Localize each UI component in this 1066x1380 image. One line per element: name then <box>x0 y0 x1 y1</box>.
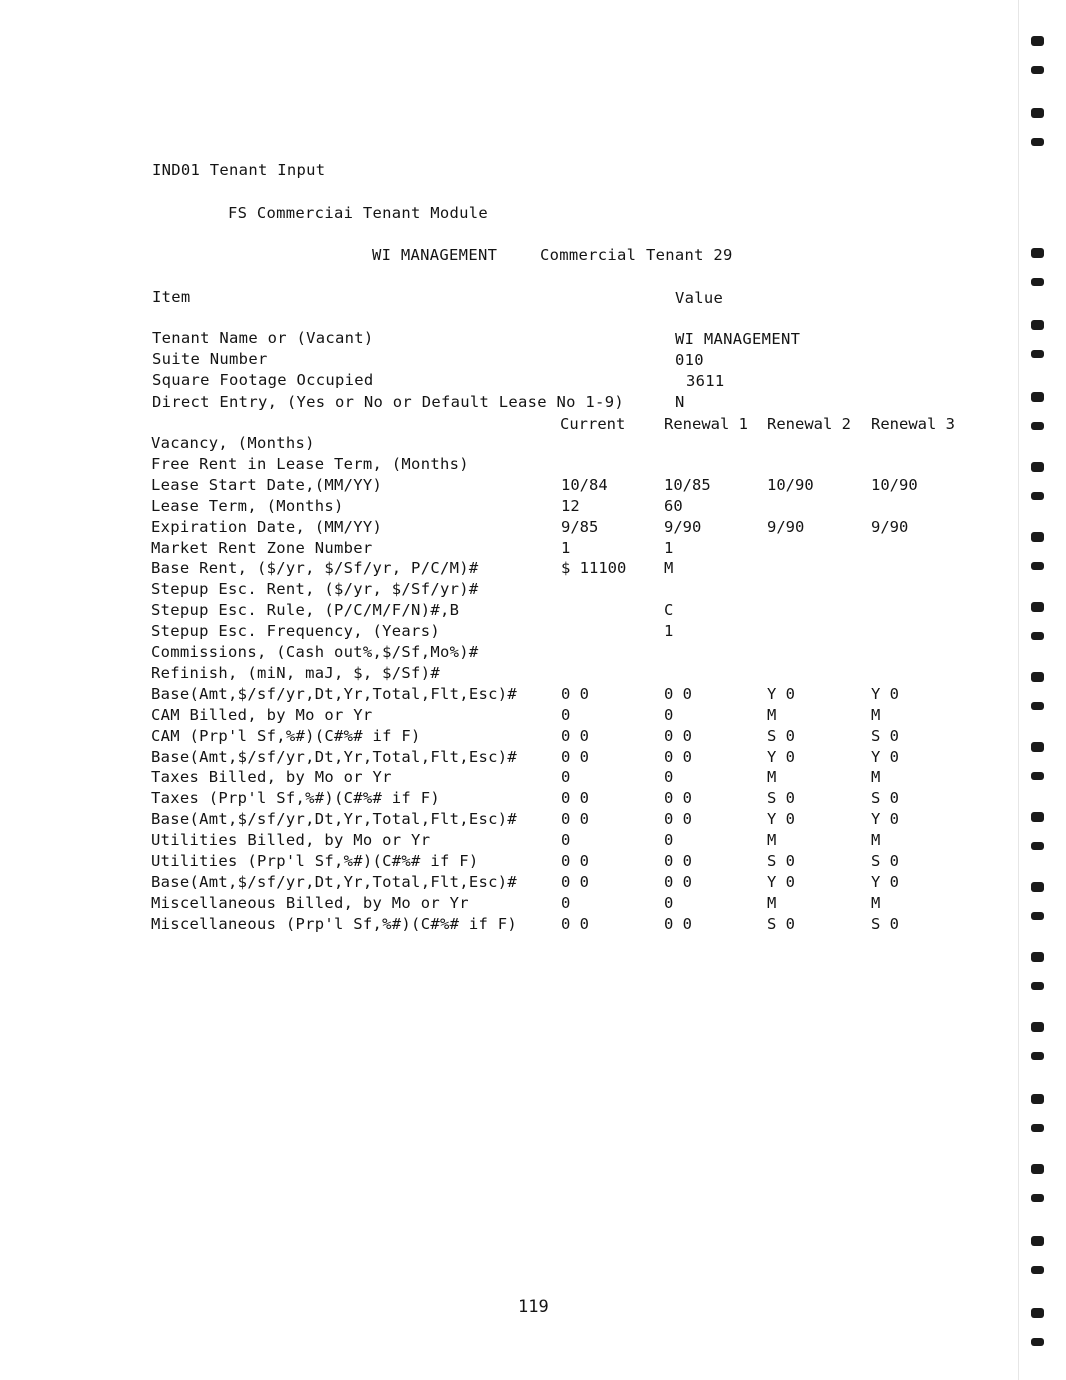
row-label: Lease Start Date,(MM/YY) <box>151 476 383 494</box>
renewal-2-value: Y 0 <box>767 748 795 766</box>
term-header-current: Current <box>560 415 626 433</box>
renewal-1-value: 0 <box>664 706 674 724</box>
punch-hole-mark <box>1031 1094 1044 1104</box>
renewal-1-value: 0 0 <box>664 748 692 766</box>
punch-hole-mark <box>1031 108 1044 118</box>
renewal-1-value: 0 0 <box>664 685 692 703</box>
renewal-2-value: S 0 <box>767 852 795 870</box>
punch-hole-mark <box>1031 702 1044 710</box>
renewal-3-value: 9/90 <box>871 518 909 536</box>
renewal-1-value: M <box>664 559 674 577</box>
row-label: CAM Billed, by Mo or Yr <box>151 706 373 724</box>
row-label: Utilities Billed, by Mo or Yr <box>151 831 431 849</box>
current-value: 0 <box>561 831 571 849</box>
renewal-3-value: Y 0 <box>871 873 899 891</box>
punch-hole-mark <box>1031 1194 1044 1202</box>
punch-hole-mark <box>1031 1308 1044 1318</box>
renewal-1-value: 0 <box>664 894 674 912</box>
punch-hole-mark <box>1031 1124 1044 1132</box>
punch-hole-mark <box>1031 912 1044 920</box>
tenant-info-value: 010 <box>675 351 704 369</box>
row-label: Base(Amt,$/sf/yr,Dt,Yr,Total,Flt,Esc)# <box>151 685 518 703</box>
current-value: 0 0 <box>561 727 589 745</box>
current-value: 12 <box>561 497 580 515</box>
row-label: Expiration Date, (MM/YY) <box>151 518 383 536</box>
renewal-2-value: 10/90 <box>767 476 814 494</box>
punch-hole-mark <box>1031 278 1044 286</box>
renewal-2-value: Y 0 <box>767 685 795 703</box>
renewal-1-value: 0 <box>664 768 674 786</box>
renewal-1-value: 1 <box>664 622 674 640</box>
punch-hole-mark <box>1031 772 1044 780</box>
renewal-1-value: 0 0 <box>664 852 692 870</box>
punch-hole-mark <box>1031 138 1044 146</box>
punch-hole-mark <box>1031 1236 1044 1246</box>
renewal-2-value: Y 0 <box>767 873 795 891</box>
renewal-1-value: 0 0 <box>664 789 692 807</box>
punch-hole-mark <box>1031 350 1044 358</box>
row-label: CAM (Prp'l Sf,%#)(C#%# if F) <box>151 727 421 745</box>
renewal-1-value: 60 <box>664 497 683 515</box>
punch-hole-mark <box>1031 562 1044 570</box>
row-label: Taxes (Prp'l Sf,%#)(C#%# if F) <box>151 789 440 807</box>
tenant-info-label: Direct Entry, (Yes or No or Default Lease No 1-9) <box>152 393 624 411</box>
renewal-3-value: M <box>871 768 881 786</box>
renewal-2-value: 9/90 <box>767 518 805 536</box>
row-label: Miscellaneous Billed, by Mo or Yr <box>151 894 469 912</box>
renewal-1-value: 10/85 <box>664 476 711 494</box>
punch-hole-mark <box>1031 492 1044 500</box>
renewal-2-value: S 0 <box>767 789 795 807</box>
renewal-3-value: S 0 <box>871 727 899 745</box>
row-label: Stepup Esc. Rule, (P/C/M/F/N)#,B <box>151 601 460 619</box>
punch-hole-mark <box>1031 248 1044 258</box>
tenant-info-label: Tenant Name or (Vacant) <box>152 329 374 347</box>
row-label: Taxes Billed, by Mo or Yr <box>151 768 392 786</box>
row-label: Miscellaneous (Prp'l Sf,%#)(C#%# if F) <box>151 915 518 933</box>
page-number: 119 <box>518 1297 549 1317</box>
punch-hole-mark <box>1031 1266 1044 1274</box>
renewal-3-value: 10/90 <box>871 476 918 494</box>
punch-hole-mark <box>1031 742 1044 752</box>
punch-hole-mark <box>1031 672 1044 682</box>
punch-hole-mark <box>1031 842 1044 850</box>
row-label: Stepup Esc. Frequency, (Years) <box>151 622 440 640</box>
current-value: $ 11100 <box>561 559 627 577</box>
renewal-1-value: 0 0 <box>664 727 692 745</box>
punch-hole-mark <box>1031 1164 1044 1174</box>
renewal-2-value: S 0 <box>767 915 795 933</box>
renewal-1-value: C <box>664 601 674 619</box>
current-value: 0 0 <box>561 789 589 807</box>
tenant-heading: Commercial Tenant 29 <box>540 246 733 264</box>
current-value: 0 0 <box>561 873 589 891</box>
renewal-3-value: M <box>871 894 881 912</box>
punch-hole-mark <box>1031 632 1044 640</box>
renewal-3-value: M <box>871 831 881 849</box>
row-label: Free Rent in Lease Term, (Months) <box>151 455 469 473</box>
current-value: 0 0 <box>561 748 589 766</box>
row-label: Base(Amt,$/sf/yr,Dt,Yr,Total,Flt,Esc)# <box>151 748 518 766</box>
renewal-1-value: 0 <box>664 831 674 849</box>
row-label: Base(Amt,$/sf/yr,Dt,Yr,Total,Flt,Esc)# <box>151 810 518 828</box>
renewal-3-value: Y 0 <box>871 685 899 703</box>
tenant-info-value: 3611 <box>686 372 725 390</box>
tenant-info-value: N <box>675 393 685 411</box>
renewal-3-value: M <box>871 706 881 724</box>
row-label: Lease Term, (Months) <box>151 497 344 515</box>
punch-hole-mark <box>1031 36 1044 46</box>
row-label: Refinish, (miN, maJ, $, $/Sf)# <box>151 664 440 682</box>
current-value: 0 <box>561 768 571 786</box>
row-label: Stepup Esc. Rent, ($/yr, $/Sf/yr)# <box>151 580 479 598</box>
renewal-2-value: M <box>767 831 777 849</box>
current-value: 9/85 <box>561 518 599 536</box>
punch-hole-mark <box>1031 882 1044 892</box>
punch-hole-mark <box>1031 532 1044 542</box>
current-value: 0 <box>561 894 571 912</box>
module-title: FS Commerciai Tenant Module <box>228 204 489 222</box>
renewal-3-value: S 0 <box>871 915 899 933</box>
renewal-3-value: Y 0 <box>871 748 899 766</box>
punch-hole-mark <box>1031 422 1044 430</box>
punch-hole-mark <box>1031 602 1044 612</box>
row-label: Base Rent, ($/yr, $/Sf/yr, P/C/M)# <box>151 559 479 577</box>
term-header-renewal-2: Renewal 2 <box>767 415 851 433</box>
renewal-2-value: S 0 <box>767 727 795 745</box>
tenant-info-label: Square Footage Occupied <box>152 371 374 389</box>
renewal-3-value: Y 0 <box>871 810 899 828</box>
punch-hole-mark <box>1031 1052 1044 1060</box>
company-name-heading: WI MANAGEMENT <box>372 246 498 264</box>
punch-hole-mark <box>1031 392 1044 402</box>
punch-hole-mark <box>1031 462 1044 472</box>
row-label: Base(Amt,$/sf/yr,Dt,Yr,Total,Flt,Esc)# <box>151 873 518 891</box>
renewal-2-value: M <box>767 894 777 912</box>
tenant-info-label: Suite Number <box>152 350 268 368</box>
report-code-title: IND01 Tenant Input <box>152 161 326 179</box>
punch-hole-mark <box>1031 1338 1044 1346</box>
row-label: Utilities (Prp'l Sf,%#)(C#%# if F) <box>151 852 479 870</box>
row-label: Vacancy, (Months) <box>151 434 315 452</box>
renewal-2-value: M <box>767 768 777 786</box>
renewal-1-value: 9/90 <box>664 518 702 536</box>
current-value: 10/84 <box>561 476 608 494</box>
renewal-2-value: Y 0 <box>767 810 795 828</box>
current-value: 0 <box>561 706 571 724</box>
term-header-renewal-1: Renewal 1 <box>664 415 748 433</box>
row-label: Market Rent Zone Number <box>151 539 373 557</box>
current-value: 0 0 <box>561 852 589 870</box>
renewal-1-value: 1 <box>664 539 674 557</box>
punch-hole-mark <box>1031 952 1044 962</box>
punch-hole-mark <box>1031 66 1044 74</box>
current-value: 1 <box>561 539 571 557</box>
renewal-2-value: M <box>767 706 777 724</box>
value-column-header: Value <box>675 289 724 307</box>
punch-hole-mark <box>1031 982 1044 990</box>
renewal-3-value: S 0 <box>871 789 899 807</box>
current-value: 0 0 <box>561 685 589 703</box>
current-value: 0 0 <box>561 915 589 933</box>
renewal-1-value: 0 0 <box>664 873 692 891</box>
term-header-renewal-3: Renewal 3 <box>871 415 955 433</box>
page-edge-line <box>1018 0 1019 1380</box>
renewal-1-value: 0 0 <box>664 810 692 828</box>
punch-hole-mark <box>1031 1022 1044 1032</box>
current-value: 0 0 <box>561 810 589 828</box>
tenant-info-value: WI MANAGEMENT <box>675 330 801 348</box>
punch-hole-mark <box>1031 812 1044 822</box>
renewal-3-value: S 0 <box>871 852 899 870</box>
renewal-1-value: 0 0 <box>664 915 692 933</box>
item-column-header: Item <box>152 288 191 306</box>
row-label: Commissions, (Cash out%,$/Sf,Mo%)# <box>151 643 479 661</box>
punch-hole-mark <box>1031 320 1044 330</box>
